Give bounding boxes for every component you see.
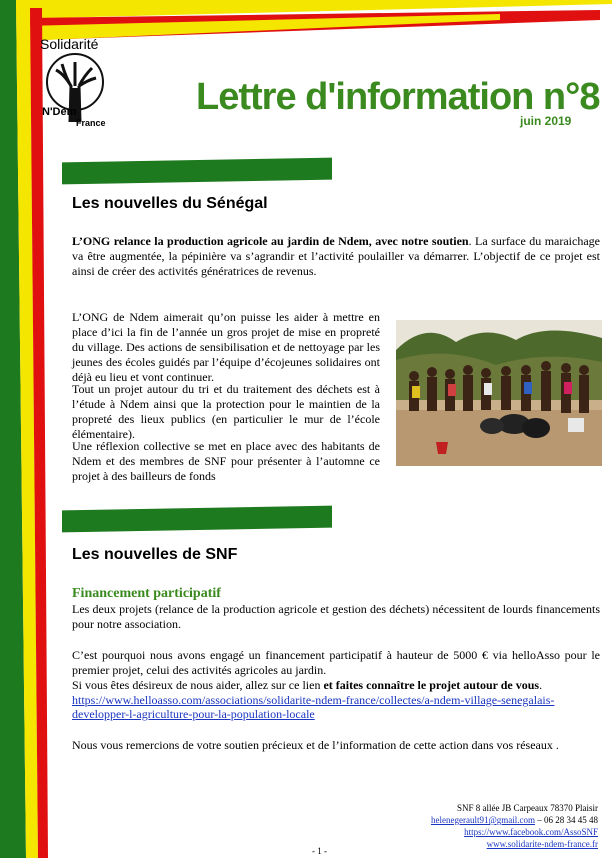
section-heading-snf: Les nouvelles de SNF [72,546,238,563]
footer-contact [298,802,598,850]
paragraph-waste-study: Tout un projet autour du tri et du traitement des déchets est à l’étude à Ndem ainsi que la protection pour le maintien de la propreté des lieux publics (en particulier le mur de l’école élémentaire). [72,382,380,441]
paragraph-cleanliness-project: L’ONG de Ndem aimerait qu’on puisse les aider à mettre en place d’ici la fin de l’année un gros projet de mise en propreté du village. Des actions de sensibilisation et de nettoyage par les jeunes des écoles guidés par l’équipe d’écojeunes solidaires ont déjà eu lieu et vont continuer. [72,310,380,384]
intro-rest-text: . La surface du maraichage va être augmentée, la pépinière va s’agrandir et l’activité poulailler va démarrer. L’objectif de ce projet est ainsi de créer des activités génératrices de revenus. [72,234,600,278]
helloasso-link-line1[interactable]: https://www.helloasso.com/associations/solidarite-ndem-france/collectes/a-ndem-village-senegalais- [72,693,555,707]
cta-end-text: . [539,678,543,692]
paragraph-call-to-action [72,678,600,693]
paragraph-thanks: Nous vous remercions de votre soutien précieux et de l’information de cette action dans vos réseaux . [72,738,559,752]
issue-date: juin 2019 [520,114,572,128]
paragraph-intro [72,234,600,279]
subheading-crowdfunding: Financement participatif [72,586,221,601]
paragraph-collective-reflection: Une réflexion collective se met en place avec des habitants de Ndem et des membres de SNF pour présenter à l’automne ce projet à des bailleurs de fonds [72,439,380,483]
helloasso-link-line2[interactable]: developper-l-agriculture-pour-la-population-locale [72,707,315,721]
page-title: Lettre d'information n°8 [196,76,600,118]
logo-text-ndem: N'Dem [42,106,77,118]
section-banner-snf [62,506,332,533]
footer-phone: – 06 28 34 45 48 [535,815,598,825]
footer-website-link[interactable]: www.solidarite-ndem-france.fr [486,839,598,849]
logo [36,36,116,132]
cta-bold-text: et faites connaître le projet autour de vous [323,678,540,692]
section-banner-senegal [62,158,332,185]
paragraph-funding-needs: Les deux projets (relance de la production agricole et gestion des déchets) nécessitent de lourds financements pour notre association. [72,602,600,631]
footer-facebook-link[interactable]: https://www.facebook.com/AssoSNF [464,827,598,837]
footer-email-link[interactable]: helenegerault91@gmail.com [430,815,535,825]
footer-email-phone [298,814,598,826]
village-children-photo [396,320,602,466]
section-heading-senegal: Les nouvelles du Sénégal [72,195,268,212]
intro-bold-text: L’ONG relance la production agricole au jardin de Ndem, avec notre soutien [72,234,469,248]
logo-text-solidarite: Solidarité [40,36,99,52]
paragraph-helloasso: C’est pourquoi nous avons engagé un financement participatif à hauteur de 5000 € via helloAsso pour le premier projet, celui des activités agricoles au jardin. [72,648,600,677]
logo-text-france: France [76,118,106,128]
footer-address: SNF 8 allée JB Carpeaux 78370 Plaisir [457,803,598,813]
cta-start-text: Si vous êtes désireux de nous aider, allez sur ce lien [72,678,324,692]
page-number: - 1 - [312,846,327,856]
